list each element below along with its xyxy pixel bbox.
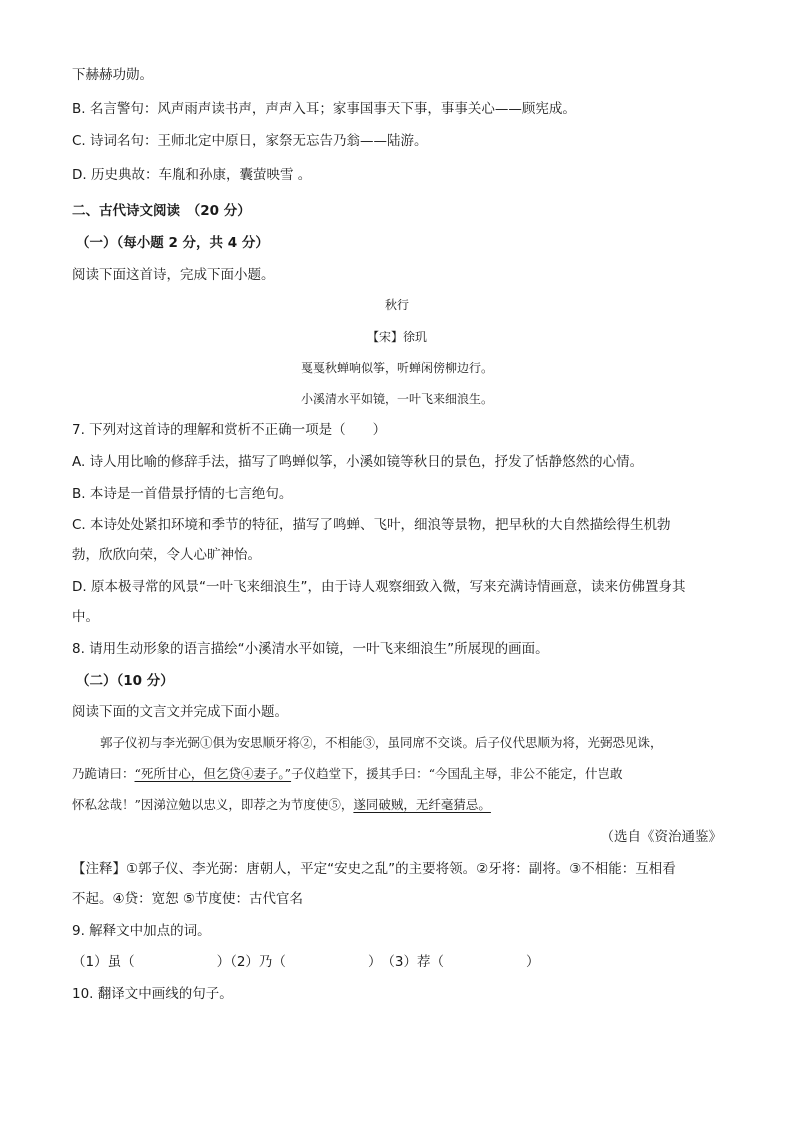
poem-author: 【宋】徐玑 xyxy=(366,330,427,344)
question-7-option-b: B. 本诗是一首借景抒情的七言绝句。 xyxy=(72,486,293,502)
section-heading: 二、古代诗文阅读 （20 分） xyxy=(72,203,251,219)
underlined-sentence-1: “死所甘心，但乞贷④妻子。” xyxy=(134,766,292,781)
item-2: ）（2）乃（ xyxy=(216,954,286,970)
annotation-line-2: 不起。④贷：宽恕 ⑤节度使：古代官名 xyxy=(72,891,303,907)
reading-instruction-2: 阅读下面的文言文并完成下面小题。 xyxy=(72,704,288,720)
question-7-option-c-2: 勃，欣欣向荣，令人心旷神怡。 xyxy=(72,547,261,563)
question-7-option-a: A. 诗人用比喻的修辞手法，描写了鸣蝉似筝，小溪如镜等秋日的景色，抒发了恬静悠然的心情。 xyxy=(72,454,644,470)
option-d: D. 历史典故：车胤和孙康，囊萤映雪 。 xyxy=(72,167,312,183)
question-7-option-d-2: 中。 xyxy=(72,609,99,625)
passage-source: （选自《资治通鉴》 xyxy=(600,829,722,845)
poem-title: 秋行 xyxy=(384,298,409,312)
item-3: ） （3）荐（ xyxy=(367,954,445,970)
passage-line-2 xyxy=(72,764,622,784)
item-1: （1）虽（ xyxy=(72,954,135,970)
passage-text: 怀私忿哉！”因涕泣勉以忠义，即荐之为节度使⑤， xyxy=(72,797,354,812)
passage-text: 乃跪请曰： xyxy=(72,766,135,781)
poem-line-2: 小溪清水平如镜，一叶飞来细浪生。 xyxy=(300,392,493,406)
question-10: 10. 翻译文中画线的句子。 xyxy=(72,986,233,1002)
question-7-option-c-1: C. 本诗处处紧扣环境和季节的特征，描写了鸣蝉、飞叶，细浪等景物，把早秋的大自然描绘得生机勃 xyxy=(72,517,671,533)
question-9-items xyxy=(72,952,540,972)
passage-text: 子仪趋堂下，援其手曰：“今国乱主辱，非公不能定，什岂敢 xyxy=(291,766,623,781)
question-7-stem: 7. 下列对这首诗的理解和赏析不正确一项是（ ） xyxy=(72,422,387,438)
poem-line-1: 戛戛秋蝉响似筝，听蝉闲傍柳边行。 xyxy=(300,361,493,375)
option-c: C. 诗词名句：王师北定中原日，家祭无忘告乃翁——陆游。 xyxy=(72,133,428,149)
question-9-stem: 9. 解释文中加点的词。 xyxy=(72,923,211,939)
question-7-option-d-1: D. 原本极寻常的风景“一叶飞来细浪生”，由于诗人观察细致入微，写来充满诗情画意，读来仿佛置身其 xyxy=(72,579,686,595)
subsection-heading-2: （二）（10 分） xyxy=(76,673,174,689)
reading-instruction-1: 阅读下面这首诗，完成下面小题。 xyxy=(72,267,275,283)
annotation-line-1: 【注释】①郭子仪、李光弼：唐朝人，平定“安史之乱”的主要将领。②牙将：副将。③不相能：互相看 xyxy=(72,861,676,877)
line-prev-end: 下赫赫功勋。 xyxy=(72,67,153,83)
item-end: ） xyxy=(526,954,540,970)
question-8: 8. 请用生动形象的语言描绘“小溪清水平如镜，一叶飞来细浪生”所展现的画面。 xyxy=(72,641,549,657)
option-b: B. 名言警句：风声雨声读书声，声声入耳；家事国事天下事，事事关心——顾宪成。 xyxy=(72,101,576,117)
underlined-sentence-2: 遂同破贼，无纤毫猜忌。 xyxy=(353,797,491,812)
passage-line-3 xyxy=(72,795,491,815)
subsection-heading-1: （一）（每小题 2 分，共 4 分） xyxy=(76,235,269,251)
passage-line-1: 郭子仪初与李光弼①俱为安思顺牙将②，不相能③，虽同席不交谈。后子仪代思顺为将，光弼恐见诛， xyxy=(100,735,663,750)
